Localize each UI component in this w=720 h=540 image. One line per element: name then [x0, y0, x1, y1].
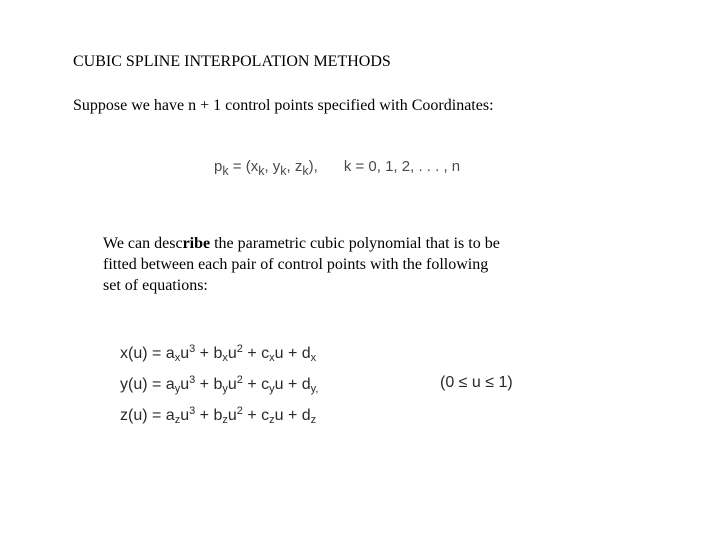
eq-z-pow3: 3 — [189, 405, 196, 417]
eq-z-u2: u — [227, 407, 237, 424]
eq-z-sub-d: z — [310, 414, 317, 426]
description-line-1-bold: ribe — [182, 235, 211, 252]
points-lhs-subscript: k — [222, 164, 229, 178]
description-line-3: set of equations: — [103, 277, 208, 294]
slide-title: CUBIC SPLINE INTERPOLATION METHODS — [73, 53, 391, 70]
eq-y-b: + b — [195, 376, 223, 393]
eq-x-sub-a: x — [174, 352, 181, 364]
points-y-subscript: k — [280, 164, 287, 178]
eq-z-pow2: 2 — [236, 405, 243, 417]
eq-x-sub-c: x — [269, 352, 275, 364]
description-line-2: fitted between each pair of control points with the following — [103, 256, 489, 273]
eq-y-sub-c: y — [269, 383, 275, 395]
eq-y-u2: u — [227, 376, 237, 393]
points-index-range: k = 0, 1, 2, . . . , n — [343, 158, 461, 175]
eq-x-c: + c — [242, 345, 270, 362]
eq-x-pow2: 2 — [236, 343, 243, 355]
points-z-subscript: k — [302, 164, 309, 178]
eq-y-sub-b: y — [222, 383, 228, 395]
eq-x-u3: u — [180, 345, 190, 362]
equation-x — [120, 338, 318, 369]
points-lhs: p — [214, 158, 223, 175]
parameter-domain: (0 ≤ u ≤ 1) — [440, 374, 513, 391]
intro-text: Suppose we have n + 1 control points specified with Coordinates: — [73, 97, 494, 114]
eq-y-d: u + d — [274, 376, 311, 393]
eq-z-c: + c — [242, 407, 270, 424]
control-points-equation — [214, 158, 460, 178]
eq-z-d: u + d — [274, 407, 311, 424]
eq-x-u2: u — [227, 345, 237, 362]
points-sep1: , y — [264, 158, 281, 175]
eq-x-sub-d: x — [310, 352, 317, 364]
eq-y-sub-a: y — [174, 383, 181, 395]
eq-y-pow2: 2 — [236, 374, 243, 386]
eq-z-sub-c: z — [269, 414, 275, 426]
points-assign: = — [232, 158, 242, 175]
description-paragraph — [103, 233, 573, 296]
cubic-equations — [120, 338, 318, 431]
points-tuple-open: (x — [245, 158, 259, 175]
points-sep2: , z — [286, 158, 303, 175]
eq-x-lhs: x(u) = a — [120, 345, 175, 362]
eq-y-lhs: y(u) = a — [120, 376, 175, 393]
description-line-1 — [103, 233, 573, 254]
eq-z-lhs: z(u) = a — [120, 407, 175, 424]
eq-y-sub-d: y, — [310, 383, 319, 395]
eq-y-u3: u — [180, 376, 190, 393]
eq-x-pow3: 3 — [189, 343, 196, 355]
equation-y — [120, 369, 318, 400]
description-line-1-pre: We can desc — [103, 235, 183, 252]
eq-y-pow3: 3 — [189, 374, 196, 386]
eq-z-b: + b — [195, 407, 223, 424]
eq-z-u3: u — [180, 407, 190, 424]
points-tuple-close: ), — [308, 158, 318, 175]
eq-x-d: u + d — [274, 345, 311, 362]
equation-z — [120, 400, 318, 431]
points-x-subscript: k — [258, 164, 265, 178]
eq-z-sub-b: z — [222, 414, 228, 426]
eq-x-b: + b — [195, 345, 223, 362]
description-line-1-post: the parametric cubic polynomial that is to be — [210, 235, 500, 252]
eq-x-sub-b: x — [222, 352, 228, 364]
eq-z-sub-a: z — [174, 414, 181, 426]
eq-y-c: + c — [242, 376, 270, 393]
